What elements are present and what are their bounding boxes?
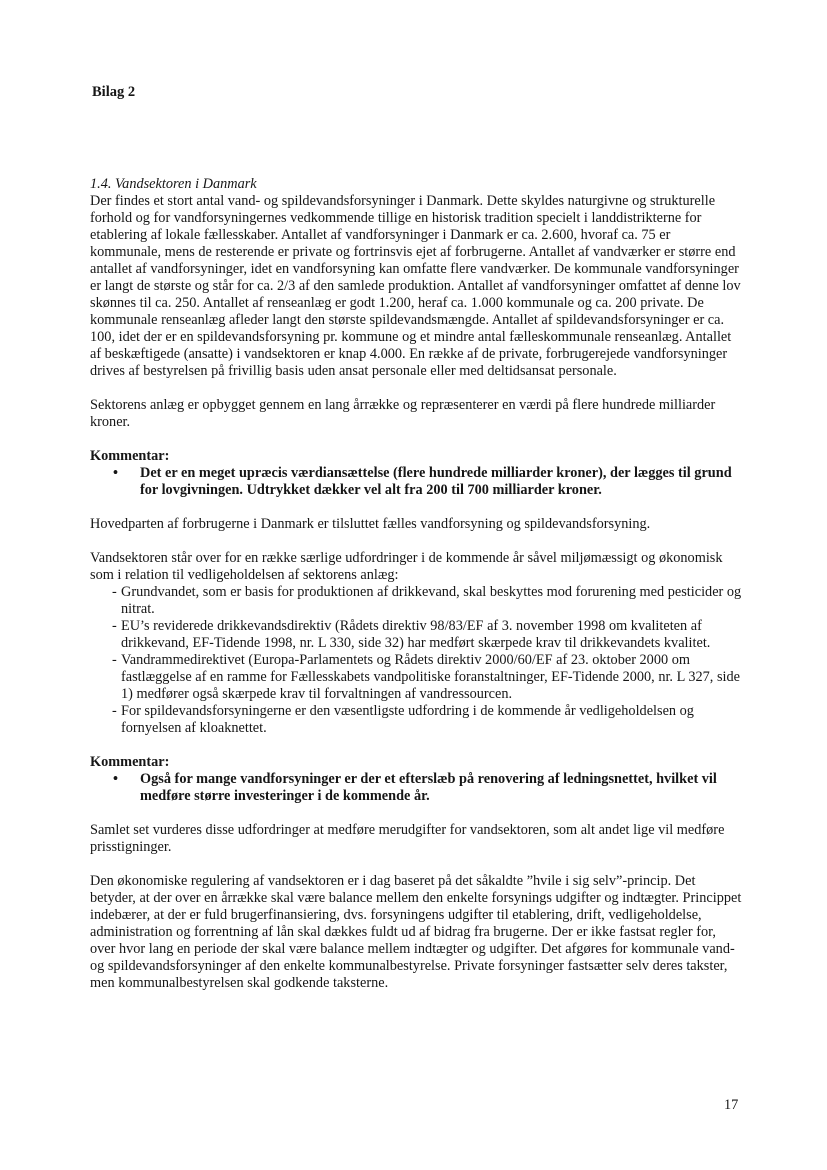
paragraph-challenges: Vandsektoren står over for en række særlige udfordringer i de kommende år såvel miljømæssigt og økonomisk som i relation til vedligeholdelsen af sektorens anlæg: — [90, 550, 723, 583]
comment-list — [90, 465, 742, 499]
paragraph-intro: Der findes et stort antal vand- og spildevandsforsyninger i Danmark. Dette skyldes naturgivne og strukturelle forhold og for vandforsyningernes vedkommende tillige en historisk tradition specielt i landdistrikterne for etablering af lokale fællesskaber. Antallet af vandforsyninger i Danmark er ca. 2.600, hvoraf ca. 75 er kommunale, mens de resterende er private og fortrinsvis ejet af forbrugerne. Antallet af vandværker er større end antallet af vandforsyninger, idet en vandforsyning kan omfatte flere vandværker. De kommunale vandforsyninger er langt de største og står for ca. 2/3 af den samlede produktion. Antallet af vandforsyninger omfattet af denne lov skønnes til ca. 250. Antallet af renseanlæg er godt 1.200, heraf ca. 1.000 kommunale og ca. 200 private. De kommunale renseanlæg afleder langt den største spildevandsmængde. Antallet af spildevandsforsyninger er ca. 100, idet der er en spildevandsforsyning pr. kommune og et mindre antal fælleskommunale renseanlæg. Antallet af beskæftigede (ansatte) i vandsektoren er knap 4.000. En række af de private, forbrugerejede vandforsyninger drives af bestyrelsen på frivillig basis uden ansat personale eller med deltidsansat personale. — [90, 193, 741, 379]
challenge-item: - Vandrammedirektivet (Europa-Parlamentets og Rådets direktiv 2000/60/EF af 23. oktober 2000 om fastlæggelse af en ramme for Fællesskabets vandpolitiske foranstaltninger, EF-Tidende 2000, nr. L 327, side 1) medfører også skærpede krav til forvaltningen af vandressourcen. — [90, 652, 742, 703]
paragraph-consumers: Hovedparten af forbrugerne i Danmark er tilsluttet fælles vandforsyning og spildevandsforsyning. — [90, 516, 651, 532]
page-number: 17 — [724, 1097, 739, 1113]
challenge-item: - EU’s reviderede drikkevandsdirektiv (Rådets direktiv 98/83/EF af 3. november 1998 om kvaliteten af drikkevand, EF-Tidende 1998, nr. L 330, side 32) har medført skærpede krav til drikkevandets kvalitet. — [90, 618, 742, 652]
comment-label: Kommentar: — [90, 754, 170, 770]
comment-label: Kommentar: — [90, 448, 170, 464]
paragraph-regulation: Den økonomiske regulering af vandsektoren er i dag baseret på det såkaldte ”hvile i sig selv”-princip. Det betyder, at der over en årrække skal være balance mellem den enkelte forsynings udgifter og indtægter. Princippet indebærer, at der er fuld brugerfinansiering, dvs. forsyningens udgifter til etablering, drift, vedligeholdelse, administration og forrentning af lån skal dækkes fuldt ud af bidrag fra brugerne. Der er ikke fastsat regler for, over hvor lang en periode der skal være balance mellem indtægter og udgifter. Det afgøres for kommunale vand- og spildevandsforsyninger af den enkelte kommunalbestyrelse. Private forsyninger fastsætter selv deres takster, men kommunalbestyrelsen skal godkende taksterne. — [90, 873, 742, 991]
comment-list — [90, 771, 742, 805]
document-body — [90, 176, 742, 992]
challenge-item: - For spildevandsforsyningerne er den væsentligste udfordring i de kommende år vedligeholdelsen og fornyelsen af kloaknettet. — [90, 703, 742, 737]
challenge-list — [90, 584, 742, 737]
appendix-label: Bilag 2 — [92, 84, 136, 100]
paragraph-value: Sektorens anlæg er opbygget gennem en lang årrække og repræsenterer en værdi på flere hundrede milliarder kroner. — [90, 397, 716, 430]
paragraph-costs: Samlet set vurderes disse udfordringer at medføre merudgifter for vandsektoren, som alt andet lige vil medføre prisstigninger. — [90, 822, 725, 855]
comment-item: • Også for mange vandforsyninger er der et efterslæb på renovering af ledningsnettet, hvilket vil medføre større investeringer i de kommende år. — [90, 771, 742, 805]
challenge-item: - Grundvandet, som er basis for produktionen af drikkevand, skal beskyttes mod forurening med pesticider og nitrat. — [90, 584, 742, 618]
comment-item: • Det er en meget upræcis værdiansættelse (flere hundrede milliarder kroner), der lægges til grund for lovgivningen. Udtrykket dækker vel alt fra 200 til 700 milliarder kroner. — [90, 465, 742, 499]
section-title: 1.4. Vandsektoren i Danmark — [90, 176, 257, 192]
